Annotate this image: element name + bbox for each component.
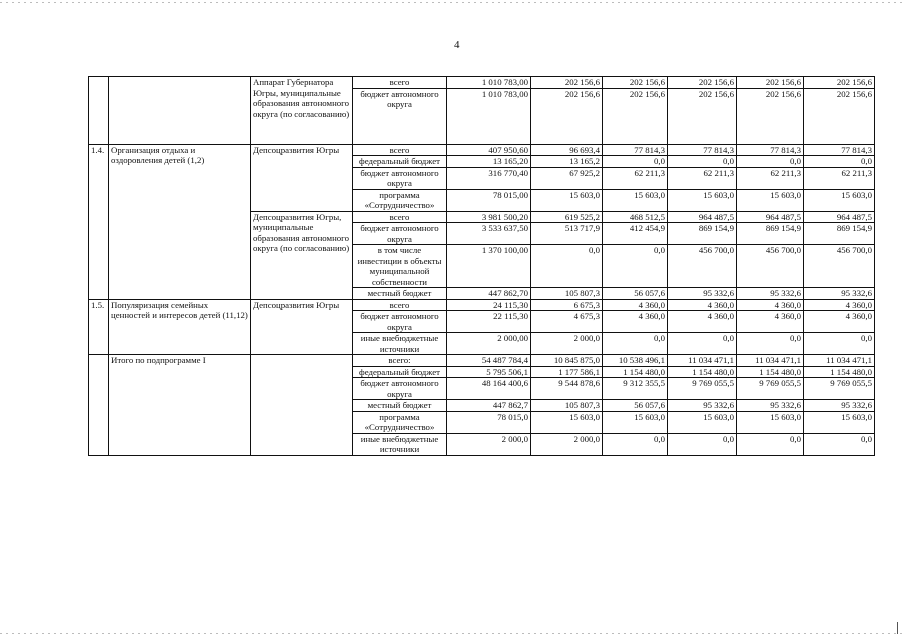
funding-source: всего:	[353, 355, 447, 367]
year-value: 77 814,3	[737, 144, 804, 156]
measure-name	[109, 77, 251, 145]
year-value: 0,0	[804, 433, 875, 455]
year-value: 95 332,6	[737, 288, 804, 300]
executor-cell	[251, 355, 353, 456]
year-value: 456 700,0	[737, 245, 804, 288]
total-value: 13 165,20	[447, 156, 531, 168]
year-value: 4 360,0	[737, 299, 804, 311]
total-value: 447 862,70	[447, 288, 531, 300]
total-value: 2 000,00	[447, 333, 531, 355]
year-value: 869 154,9	[737, 223, 804, 245]
year-value: 4 360,0	[668, 311, 737, 333]
year-value: 62 211,3	[603, 167, 668, 189]
year-value: 9 544 878,6	[531, 378, 603, 400]
year-value: 0,0	[603, 156, 668, 168]
funding-source: всего	[353, 144, 447, 156]
year-value: 15 603,0	[804, 189, 875, 211]
year-value: 0,0	[737, 333, 804, 355]
funding-source: бюджет автономного округа	[353, 378, 447, 400]
total-value: 22 115,30	[447, 311, 531, 333]
funding-source: бюджет автономного округа	[353, 167, 447, 189]
table-row	[89, 144, 875, 156]
year-value: 0,0	[668, 433, 737, 455]
funding-source: иные внебюджетные источники	[353, 333, 447, 355]
year-value: 10 538 496,1	[603, 355, 668, 367]
year-value: 0,0	[804, 333, 875, 355]
year-value: 95 332,6	[804, 288, 875, 300]
year-value: 0,0	[668, 333, 737, 355]
year-value: 0,0	[603, 333, 668, 355]
total-value: 5 795 506,1	[447, 366, 531, 378]
funding-source: бюджет автономного округа	[353, 88, 447, 144]
funding-source: местный бюджет	[353, 288, 447, 300]
year-value: 4 675,3	[531, 311, 603, 333]
year-value: 202 156,6	[668, 88, 737, 144]
year-value: 9 769 055,5	[804, 378, 875, 400]
year-value: 202 156,6	[668, 77, 737, 89]
year-value: 456 700,0	[804, 245, 875, 288]
year-value: 56 057,6	[603, 400, 668, 412]
total-value: 316 770,40	[447, 167, 531, 189]
year-value: 2 000,0	[531, 333, 603, 355]
year-value: 202 156,6	[531, 88, 603, 144]
year-value: 202 156,6	[804, 88, 875, 144]
year-value: 95 332,6	[737, 400, 804, 412]
year-value: 95 332,6	[668, 288, 737, 300]
year-value: 0,0	[668, 156, 737, 168]
year-value: 77 814,3	[603, 144, 668, 156]
executor-cell: Аппарат Губернатора Югры, муниципальные образования автономного округа (по согласованию)	[251, 77, 353, 145]
year-value: 4 360,0	[737, 311, 804, 333]
year-value: 77 814,3	[804, 144, 875, 156]
year-value: 1 154 480,0	[668, 366, 737, 378]
total-value: 48 164 400,6	[447, 378, 531, 400]
year-value: 2 000,0	[531, 433, 603, 455]
year-value: 62 211,3	[737, 167, 804, 189]
year-value: 62 211,3	[804, 167, 875, 189]
funding-source: в том числе инвестиции в объекты муниципальной собственности	[353, 245, 447, 288]
year-value: 13 165,2	[531, 156, 603, 168]
year-value: 15 603,0	[668, 189, 737, 211]
total-value: 54 487 784,4	[447, 355, 531, 367]
year-value: 15 603,0	[737, 189, 804, 211]
funding-source: всего	[353, 211, 447, 223]
year-value: 202 156,6	[737, 77, 804, 89]
year-value: 964 487,5	[804, 211, 875, 223]
year-value: 1 154 480,0	[603, 366, 668, 378]
total-value: 1 370 100,00	[447, 245, 531, 288]
funding-source: иные внебюджетные источники	[353, 433, 447, 455]
year-value: 67 925,2	[531, 167, 603, 189]
total-value: 2 000,0	[447, 433, 531, 455]
year-value: 1 177 586,1	[531, 366, 603, 378]
year-value: 6 675,3	[531, 299, 603, 311]
measure-name: Популяризация семейных ценностей и интересов детей (11,12)	[109, 299, 251, 355]
scan-edge-mark	[897, 622, 898, 634]
year-value: 105 807,3	[531, 400, 603, 412]
year-value: 9 769 055,5	[737, 378, 804, 400]
funding-source: бюджет автономного округа	[353, 311, 447, 333]
funding-source: всего	[353, 299, 447, 311]
funding-source: федеральный бюджет	[353, 156, 447, 168]
year-value: 468 512,5	[603, 211, 668, 223]
scan-top-line	[0, 2, 905, 3]
year-value: 513 717,9	[531, 223, 603, 245]
total-value: 24 115,30	[447, 299, 531, 311]
subtotal-label: Итого по подпрограмме I	[109, 355, 251, 456]
executor-cell: Депсоцразвития Югры	[251, 144, 353, 211]
scan-bottom-line	[0, 633, 905, 634]
year-value: 11 034 471,1	[804, 355, 875, 367]
year-value: 0,0	[603, 245, 668, 288]
year-value: 15 603,0	[603, 411, 668, 433]
year-value: 0,0	[737, 433, 804, 455]
year-value: 15 603,0	[603, 189, 668, 211]
year-value: 15 603,0	[804, 411, 875, 433]
total-value: 3 533 637,50	[447, 223, 531, 245]
budget-table	[88, 76, 875, 456]
year-value: 202 156,6	[737, 88, 804, 144]
year-value: 9 312 355,5	[603, 378, 668, 400]
total-value: 1 010 783,00	[447, 77, 531, 89]
total-value: 78 015,00	[447, 189, 531, 211]
year-value: 77 814,3	[668, 144, 737, 156]
year-value: 0,0	[531, 245, 603, 288]
year-value: 4 360,0	[603, 299, 668, 311]
year-value: 0,0	[737, 156, 804, 168]
year-value: 15 603,0	[531, 189, 603, 211]
year-value: 456 700,0	[668, 245, 737, 288]
year-value: 619 525,2	[531, 211, 603, 223]
total-value: 447 862,7	[447, 400, 531, 412]
page-number: 4	[454, 39, 460, 51]
year-value: 964 487,5	[668, 211, 737, 223]
year-value: 95 332,6	[804, 400, 875, 412]
year-value: 869 154,9	[668, 223, 737, 245]
year-value: 56 057,6	[603, 288, 668, 300]
total-value: 407 950,60	[447, 144, 531, 156]
year-value: 964 487,5	[737, 211, 804, 223]
measure-code: 1.4.	[89, 144, 109, 299]
measure-name: Организация отдыха и оздоровления детей (1,2)	[109, 144, 251, 299]
year-value: 869 154,9	[804, 223, 875, 245]
year-value: 9 769 055,5	[668, 378, 737, 400]
year-value: 1 154 480,0	[737, 366, 804, 378]
year-value: 15 603,0	[737, 411, 804, 433]
year-value: 202 156,6	[603, 77, 668, 89]
year-value: 4 360,0	[668, 299, 737, 311]
funding-source: всего	[353, 77, 447, 89]
year-value: 4 360,0	[603, 311, 668, 333]
funding-source: бюджет автономного округа	[353, 223, 447, 245]
year-value: 95 332,6	[668, 400, 737, 412]
year-value: 1 154 480,0	[804, 366, 875, 378]
year-value: 11 034 471,1	[737, 355, 804, 367]
year-value: 202 156,6	[804, 77, 875, 89]
total-value: 1 010 783,00	[447, 88, 531, 144]
funding-source: федеральный бюджет	[353, 366, 447, 378]
year-value: 105 807,3	[531, 288, 603, 300]
executor-cell: Депсоцразвития Югры	[251, 299, 353, 355]
executor-cell: Депсоцразвития Югры, муниципальные образования автономного округа (по согласованию)	[251, 211, 353, 299]
year-value: 15 603,0	[668, 411, 737, 433]
year-value: 412 454,9	[603, 223, 668, 245]
year-value: 4 360,0	[804, 299, 875, 311]
year-value: 96 693,4	[531, 144, 603, 156]
year-value: 62 211,3	[668, 167, 737, 189]
funding-source: программа «Сотрудничество»	[353, 411, 447, 433]
year-value: 10 845 875,0	[531, 355, 603, 367]
measure-code	[89, 355, 109, 456]
year-value: 202 156,6	[531, 77, 603, 89]
funding-source: программа «Сотрудничество»	[353, 189, 447, 211]
year-value: 0,0	[804, 156, 875, 168]
year-value: 11 034 471,1	[668, 355, 737, 367]
table-row	[89, 299, 875, 311]
funding-source: местный бюджет	[353, 400, 447, 412]
total-value: 3 981 500,20	[447, 211, 531, 223]
table-row	[89, 355, 875, 367]
measure-code	[89, 77, 109, 145]
total-value: 78 015,0	[447, 411, 531, 433]
year-value: 4 360,0	[804, 311, 875, 333]
table-row	[89, 77, 875, 89]
year-value: 0,0	[603, 433, 668, 455]
year-value: 15 603,0	[531, 411, 603, 433]
year-value: 202 156,6	[603, 88, 668, 144]
measure-code: 1.5.	[89, 299, 109, 355]
